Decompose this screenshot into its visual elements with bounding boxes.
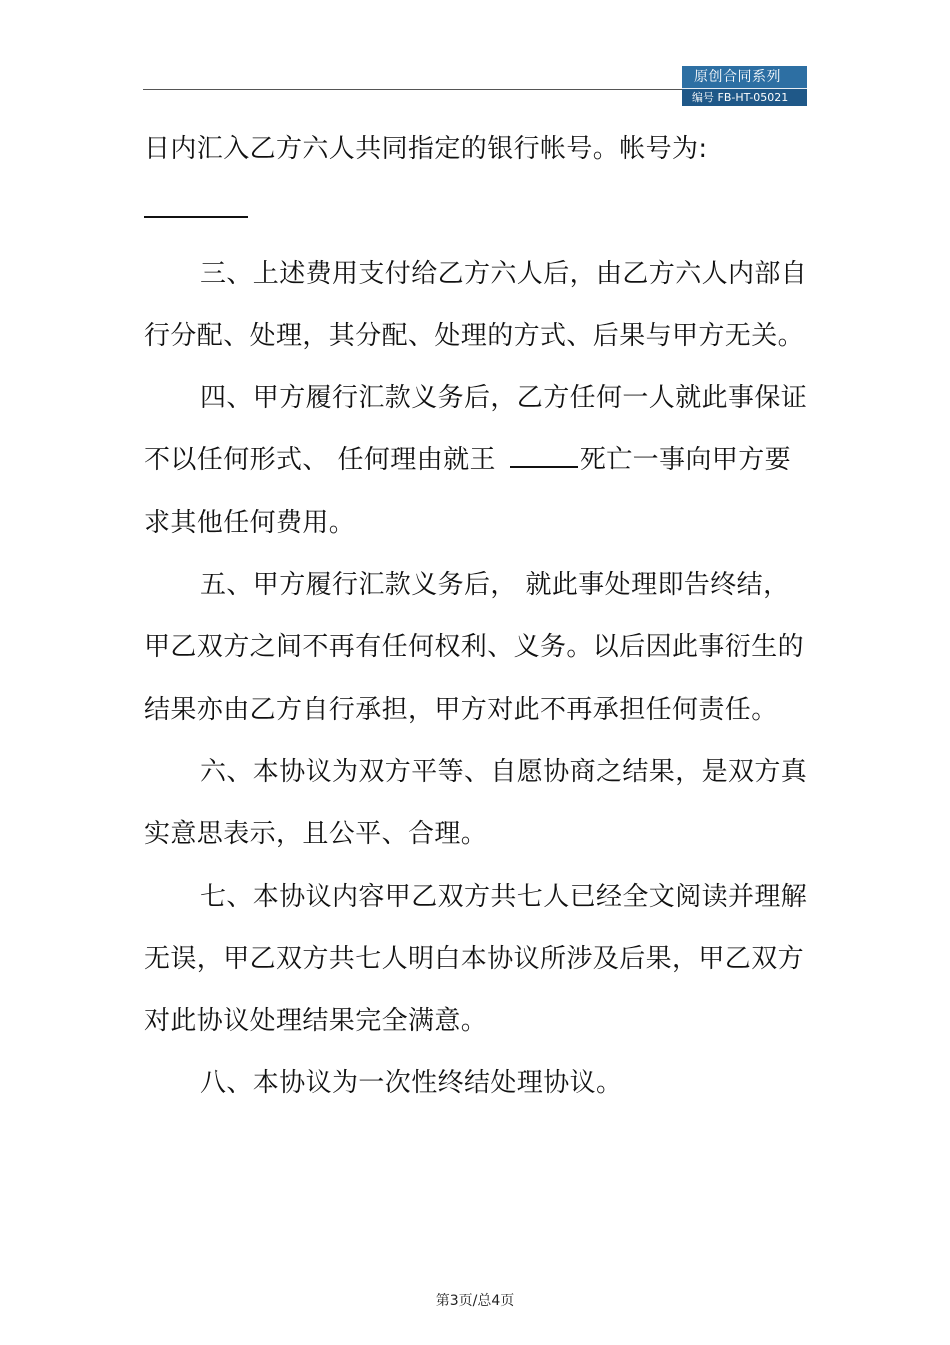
clause-7: 七、本协议内容甲乙双方共七人已经全文阅读并理解无误，甲乙双方共七人明白本协议所涉及后果，甲乙双方对此协议处理结果完全满意。 bbox=[144, 881, 808, 1037]
clause-4 bbox=[144, 367, 810, 554]
series-badge bbox=[682, 66, 807, 106]
name-blank bbox=[510, 444, 578, 468]
account-blank-line bbox=[144, 180, 810, 242]
clause-4-part2: 死亡一事向甲方要求其他任何费用。 bbox=[144, 445, 792, 538]
intro-line: 日内汇入乙方六人共同指定的银行帐号。帐号为: bbox=[144, 134, 708, 164]
page-number: 第3页/总4页 bbox=[435, 1293, 515, 1309]
clause-6: 六、本协议为双方平等、自愿协商之结果，是双方真实意思表示，且公平、合理。 bbox=[144, 756, 808, 850]
account-blank bbox=[144, 190, 248, 218]
document-code: 编号 FB-HT-05021 bbox=[682, 88, 807, 106]
clause-5: 五、甲方履行汇款义务后， 就此事处理即告终结，甲乙双方之间不再有任何权利、义务。以后因此事衍生的结果亦由乙方自行承担，甲方对此不再承担任何责任。 bbox=[144, 570, 805, 725]
clause-8: 八、本协议为一次性终结处理协议。 bbox=[200, 1068, 623, 1099]
clause-3: 三、上述费用支付给乙方六人后，由乙方六人内部自行分配、处理，其分配、处理的方式、后果与甲方无关。 bbox=[144, 258, 808, 351]
series-label: 原创合同系列 bbox=[694, 69, 781, 85]
clause-4-part1: 四、甲方履行汇款义务后，乙方任何一人就此事保证不以任何形式、 任何理由就王 bbox=[144, 383, 808, 476]
document-body bbox=[144, 118, 810, 1115]
